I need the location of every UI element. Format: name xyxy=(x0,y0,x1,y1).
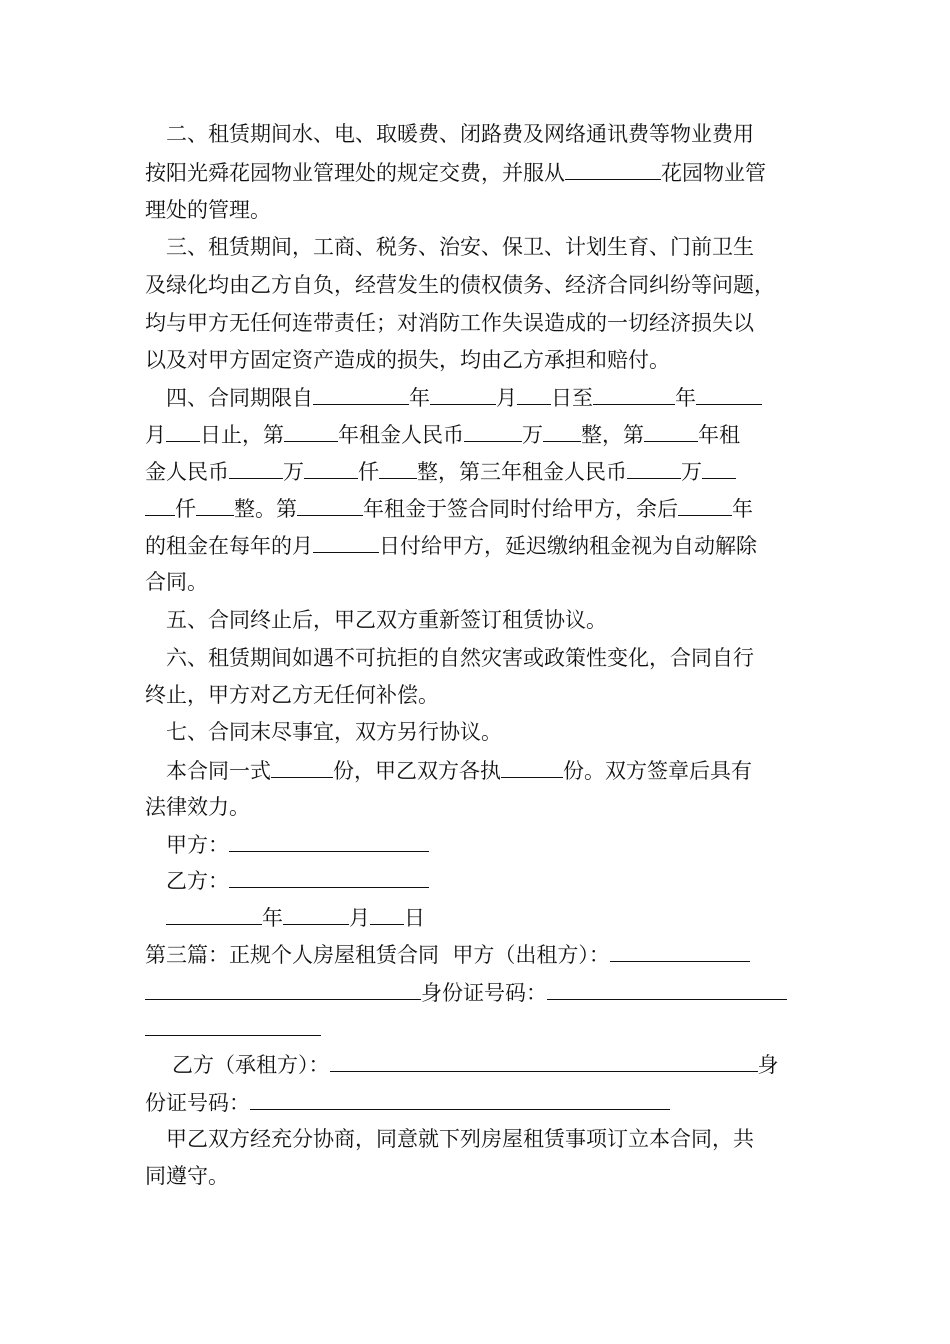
text: 万 xyxy=(522,423,543,447)
lessee-line xyxy=(172,1050,779,1079)
section4-line2 xyxy=(145,420,740,449)
blank-field xyxy=(547,978,787,1000)
text: 本合同一式 xyxy=(166,759,271,783)
section7 xyxy=(166,718,502,746)
text: 日至 xyxy=(551,386,593,410)
blank-field xyxy=(145,494,175,516)
section6-line1 xyxy=(166,644,754,672)
party-a-sign xyxy=(166,830,429,859)
text: 四、合同期限自 xyxy=(166,386,313,410)
text: 身份证号码： xyxy=(421,981,547,1005)
blank-field xyxy=(501,756,563,778)
section4-line5 xyxy=(145,531,757,560)
text: 花园物业管 xyxy=(661,161,766,185)
blank-field xyxy=(370,903,404,925)
section3-line2 xyxy=(145,271,775,299)
blank-field xyxy=(283,903,349,925)
text: 份。双方签章后具有 xyxy=(563,759,752,783)
text: 年 xyxy=(262,906,283,930)
text: 甲乙双方经充分协商，同意就下列房屋租赁事项订立本合同，共 xyxy=(166,1127,754,1151)
blank-field xyxy=(565,158,661,180)
text: 年 xyxy=(675,386,696,410)
text: 年租金人民币 xyxy=(338,423,464,447)
text: 七、合同末尽事宜，双方另行协议。 xyxy=(166,720,502,744)
section5 xyxy=(166,606,607,634)
text: 乙方（承租方）： xyxy=(172,1053,330,1077)
blank-field xyxy=(696,383,762,405)
blank-field xyxy=(284,420,338,442)
text: 按阳光舜花园物业管理处的规定交费，并服从 xyxy=(145,161,565,185)
blank-field xyxy=(196,494,234,516)
text: 年 xyxy=(409,386,430,410)
blank-field xyxy=(250,1088,670,1110)
section4-line3 xyxy=(145,457,736,486)
copies-line1 xyxy=(166,756,752,785)
text: 月 xyxy=(145,423,166,447)
text: 月 xyxy=(496,386,517,410)
text: 甲方（出租方）： xyxy=(452,943,610,967)
text: 二、租赁期间水、电、取暖费、闭路费及网络通讯费等物业费用 xyxy=(166,122,754,146)
blank-field xyxy=(430,383,496,405)
text: 六、租赁期间如遇不可抗拒的自然灾害或政策性变化，合同自行 xyxy=(166,646,754,670)
blank-field xyxy=(678,494,732,516)
text: 日止，第 xyxy=(200,423,284,447)
blank-field xyxy=(610,940,750,962)
blank-field xyxy=(297,494,363,516)
text: 整，第三年租金人民币 xyxy=(417,460,627,484)
text: 以及对甲方固定资产造成的损失，均由乙方承担和赔付。 xyxy=(145,348,670,372)
text: 终止，甲方对乙方无任何补偿。 xyxy=(145,683,439,707)
blank-field xyxy=(543,420,581,442)
blank-field xyxy=(702,457,736,479)
signature-line xyxy=(229,866,429,888)
text: 法律效力。 xyxy=(145,795,250,819)
blank-field xyxy=(464,420,522,442)
text: 年租 xyxy=(698,423,740,447)
text: 整，第 xyxy=(581,423,644,447)
text: 仟 xyxy=(175,497,196,521)
text: 万 xyxy=(283,460,304,484)
blank-field xyxy=(166,420,200,442)
text: 整。第 xyxy=(234,497,297,521)
blank-field xyxy=(304,457,358,479)
text: 三、租赁期间，工商、税务、治安、保卫、计划生育、门前卫生 xyxy=(166,235,754,259)
copies-line2 xyxy=(145,793,250,821)
blank-field xyxy=(627,457,681,479)
blank-field xyxy=(517,383,551,405)
text: 均与甲方无任何连带责任；对消防工作失误造成的一切经济损失以 xyxy=(145,311,754,335)
lessee-id-line xyxy=(145,1088,670,1117)
sign-date xyxy=(166,903,425,932)
blank-field xyxy=(145,1014,321,1036)
text: 乙方： xyxy=(166,869,229,893)
text: 甲方： xyxy=(166,833,229,857)
text: 合同。 xyxy=(145,570,208,594)
blank-field xyxy=(166,903,262,925)
blank-field xyxy=(145,978,421,1000)
lessor-id-cont xyxy=(145,1014,321,1043)
section3-line3 xyxy=(145,309,754,337)
blank-field xyxy=(313,383,409,405)
section3-line4 xyxy=(145,346,670,374)
blank-field xyxy=(271,756,333,778)
blank-field xyxy=(229,457,283,479)
blank-field xyxy=(593,383,675,405)
text: 及绿化均由乙方自负，经营发生的债权债务、经济合同纠纷等问题， xyxy=(145,273,775,297)
text: 份证号码： xyxy=(145,1091,250,1115)
text: 同遵守。 xyxy=(145,1164,229,1188)
text: 万 xyxy=(681,460,702,484)
lessor-id-line xyxy=(145,978,787,1007)
text: 仟 xyxy=(358,460,379,484)
section3-line1 xyxy=(166,233,754,261)
text: 的租金在每年的月 xyxy=(145,534,313,558)
section2-line3 xyxy=(145,196,271,224)
section6-line2 xyxy=(145,681,439,709)
text: 日 xyxy=(404,906,425,930)
section4-line1 xyxy=(166,383,762,412)
intro-line1 xyxy=(166,1125,754,1153)
text: 年 xyxy=(732,497,753,521)
part3-title: 第三篇：正规个人房屋租赁合同 xyxy=(145,943,439,967)
section4-line4 xyxy=(145,494,753,523)
text: 身 xyxy=(757,1053,779,1077)
section4-line6 xyxy=(145,568,208,596)
text: 份，甲乙双方各执 xyxy=(333,759,501,783)
blank-field xyxy=(313,531,379,553)
text: 理处的管理。 xyxy=(145,198,271,222)
blank-field xyxy=(644,420,698,442)
text: 五、合同终止后，甲乙双方重新签订租赁协议。 xyxy=(166,608,607,632)
blank-field xyxy=(379,457,417,479)
signature-line xyxy=(229,830,429,852)
text: 金人民币 xyxy=(145,460,229,484)
text: 日付给甲方，延迟缴纳租金视为自动解除 xyxy=(379,534,757,558)
intro-line2 xyxy=(145,1162,229,1190)
section2-line2 xyxy=(145,158,766,187)
section2-line1 xyxy=(166,120,754,148)
text: 年租金于签合同时付给甲方，余后 xyxy=(363,497,678,521)
blank-field xyxy=(330,1050,758,1072)
part3-title-line xyxy=(145,940,750,969)
text: 月 xyxy=(349,906,370,930)
party-b-sign xyxy=(166,866,429,895)
